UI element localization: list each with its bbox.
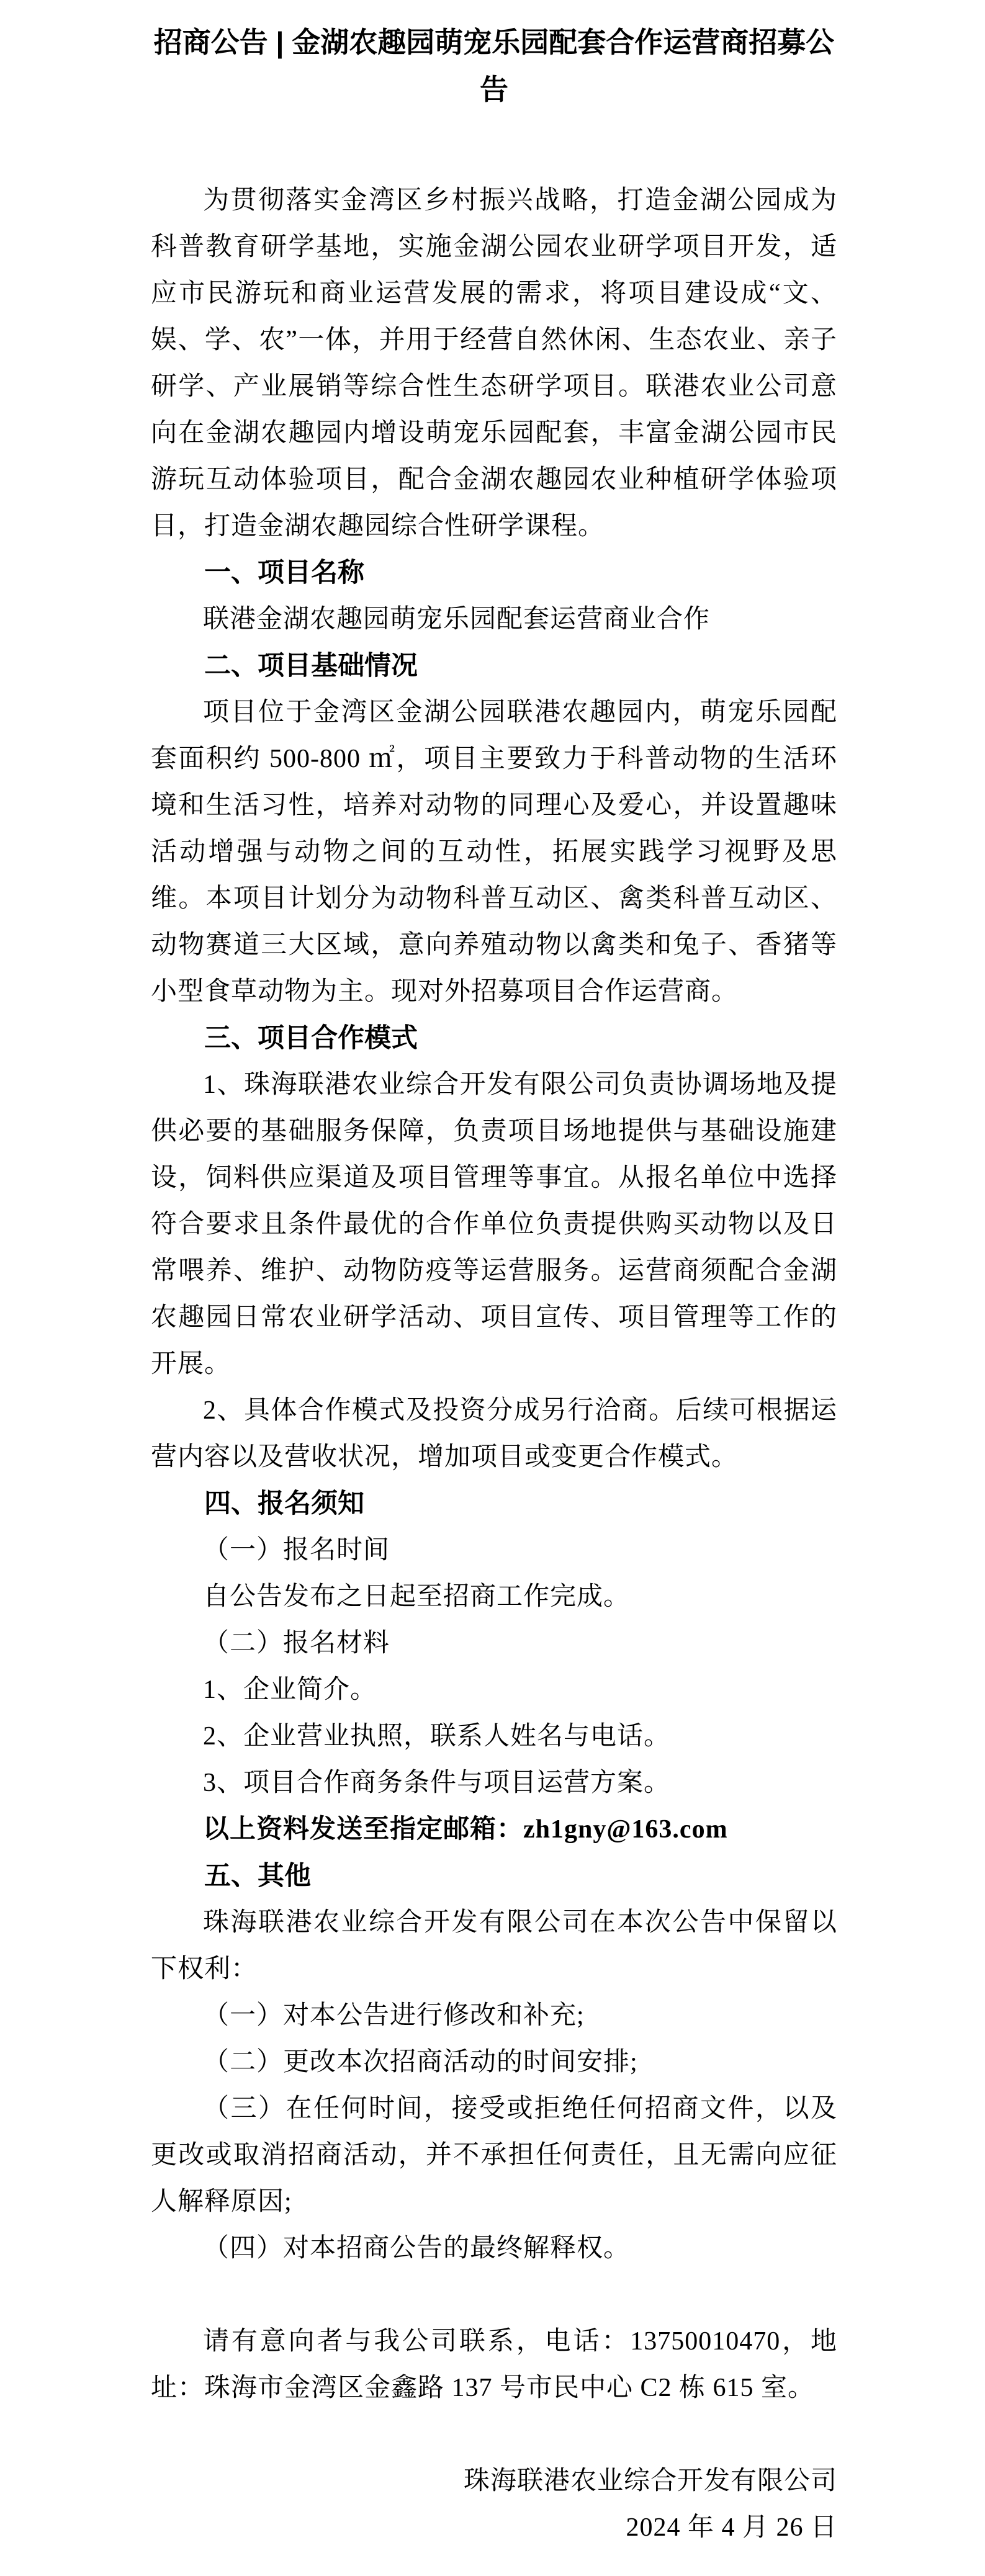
signature-date: 2024 年 4 月 26 日 <box>626 2513 837 2542</box>
section-heading-3: 三、项目合作模式 <box>204 1023 418 1053</box>
page-title: 招商公告 | 金湖农趣园萌宠乐园配套合作运营商招募公告 <box>153 26 835 105</box>
project-name-line: 联港金湖农趣园萌宠乐园配套运营商业合作 <box>203 605 711 634</box>
signature-company: 珠海联港农业综合开发有限公司 <box>463 2467 837 2495</box>
rights-item-2: （二）更改本次招商活动的时间安排; <box>203 2048 638 2076</box>
material-item-3: 3、项目合作商务条件与项目运营方案。 <box>203 1769 671 1797</box>
contact-paragraph: 请有意向者与我公司联系，电话：13750010470，地址：珠海市金湾区金鑫路 137 号市民中心 C2 栋 615 室。 <box>151 2327 837 2402</box>
section-heading-2: 二、项目基础情况 <box>204 651 418 681</box>
blank-line <box>151 2412 837 2458</box>
email-submission-line: 以上资料发送至指定邮箱：zh1gny@163.com <box>203 1815 728 1844</box>
section-heading-1: 一、项目名称 <box>204 558 364 588</box>
section-heading-5: 五、其他 <box>204 1861 311 1891</box>
cooperation-mode-item-1: 1、珠海联港农业综合开发有限公司负责协调场地及提供必要的基础服务保障，负责项目场地提供与基础设施建设，饲料供应渠道及项目管理等事宜。从报名单位中选择符合要求且条件最优的合作单位负责提供购买动物以及日常喂养、维护、动物防疫等运营服务。运营商须配合金湖农趣园日常农业研学活动、项目宣传、项目管理等工作的开展。 <box>151 1070 837 1378</box>
signup-materials-label: （二）报名材料 <box>203 1629 390 1658</box>
material-item-2: 2、企业营业执照，联系人姓名与电话。 <box>203 1722 671 1751</box>
intro-paragraph: 为贯彻落实金湾区乡村振兴战略，打造金湖公园成为科普教育研学基地，实施金湖公园农业研学项目开发，适应市民游玩和商业运营发展的需求，将项目建设成“文、娱、学、农”一体，并用于经营自然休闲、生态农业、亲子研学、产业展销等综合性生态研学项目。联港农业公司意向在金湖农趣园内增设萌宠乐园配套，丰富金湖公园市民游玩互动体验项目，配合金湖农趣园农业种植研学体验项目，打造金湖农趣园综合性研学课程。 <box>151 186 837 541</box>
rights-item-4: （四）对本招商公告的最终解释权。 <box>203 2234 631 2263</box>
signup-time-label: （一）报名时间 <box>203 1536 390 1564</box>
rights-intro-line: 珠海联港农业综合开发有限公司在本次公告中保留以下权利： <box>151 1908 837 1983</box>
material-item-1: 1、企业简介。 <box>203 1676 377 1704</box>
blank-line <box>151 2272 837 2318</box>
project-basics-paragraph: 项目位于金湾区金湖公园联港农趣园内，萌宠乐园配套面积约 500-800 ㎡，项目主要致力于科普动物的生活环境和生活习性，培养对动物的同理心及爱心，并设置趣味活动增强与动物之间的互动性，拓展实践学习视野及思维。本项目计划分为动物科普互动区、禽类科普互动区、动物赛道三大区域，意向养殖动物以禽类和兔子、香猪等小型食草动物为主。现对外招募项目合作运营商。 <box>151 698 837 1006</box>
rights-item-3: （三）在任何时间，接受或拒绝任何招商文件，以及更改或取消招商活动，并不承担任何责任，且无需向应征人解释原因; <box>151 2094 837 2216</box>
signup-time-text: 自公告发布之日起至招商工作完成。 <box>203 1582 631 1611</box>
rights-item-1: （一）对本公告进行修改和补充; <box>203 2001 585 2030</box>
cooperation-mode-item-2: 2、具体合作模式及投资分成另行洽商。后续可根据运营内容以及营收状况，增加项目或变更合作模式。 <box>151 1396 837 1471</box>
section-heading-4: 四、报名须知 <box>204 1489 364 1519</box>
